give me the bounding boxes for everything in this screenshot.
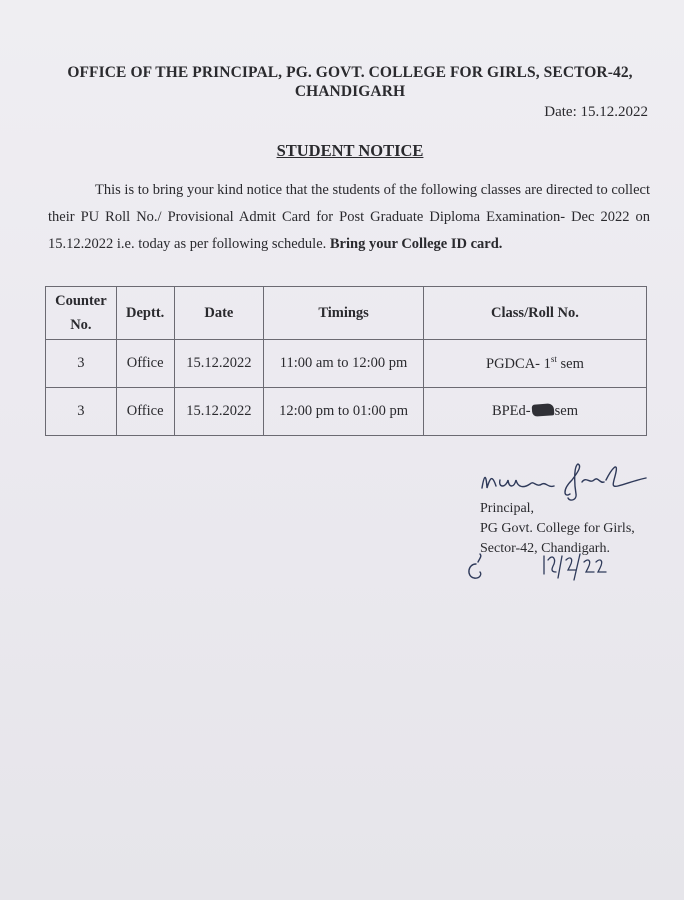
schedule-table <box>45 286 647 436</box>
table-header-row <box>46 287 647 340</box>
notice-date: Date: 15.12.2022 <box>544 104 648 120</box>
header-timings: Timings <box>264 287 424 340</box>
overwritten-scribble <box>531 403 554 417</box>
handwritten-date <box>460 550 610 584</box>
cell-counter: 3 <box>46 388 117 436</box>
cell-date: 15.12.2022 <box>174 388 264 436</box>
office-title-line1: OFFICE OF THE PRINCIPAL, PG. GOVT. COLLEGE FOR GIRLS, SECTOR-42, <box>67 64 633 81</box>
header-class: Class/Roll No. <box>423 287 646 340</box>
cell-timings: 11:00 am to 12:00 pm <box>264 340 424 388</box>
notice-body-emphasis: Bring your College ID card. <box>329 236 503 252</box>
signatory-college: PG Govt. College for Girls, <box>480 521 635 536</box>
office-title <box>40 63 660 101</box>
header-counter: Counter No. <box>46 287 117 340</box>
table-row <box>46 340 647 388</box>
cell-counter: 3 <box>46 340 117 388</box>
cell-deptt: Office <box>116 388 174 436</box>
notice-heading: STUDENT NOTICE <box>276 141 424 160</box>
notice-body-text: This is to bring your kind notice that the students of the following classes are directed to collect their PU Roll No./ Provisional Admit Card for Post Graduate Diploma Examination- Dec 2022 on 15.12.2022 i.e. today as per following schedule. <box>48 182 650 252</box>
cell-timings: 12:00 pm to 01:00 pm <box>264 388 424 436</box>
cell-class: PGDCA- 1st sem <box>423 340 646 388</box>
cell-class: BPEd- sem <box>423 388 646 436</box>
header-date: Date <box>174 287 264 340</box>
handwritten-signature <box>478 458 658 502</box>
office-title-line2: CHANDIGARH <box>294 83 406 100</box>
notice-body <box>48 177 650 258</box>
table-row <box>46 388 647 436</box>
signatory-title: Principal, <box>480 501 535 516</box>
cell-deptt: Office <box>116 340 174 388</box>
signatory-address: Sector-42, Chandigarh. <box>480 541 610 556</box>
header-deptt: Deptt. <box>116 287 174 340</box>
cell-date: 15.12.2022 <box>174 340 264 388</box>
